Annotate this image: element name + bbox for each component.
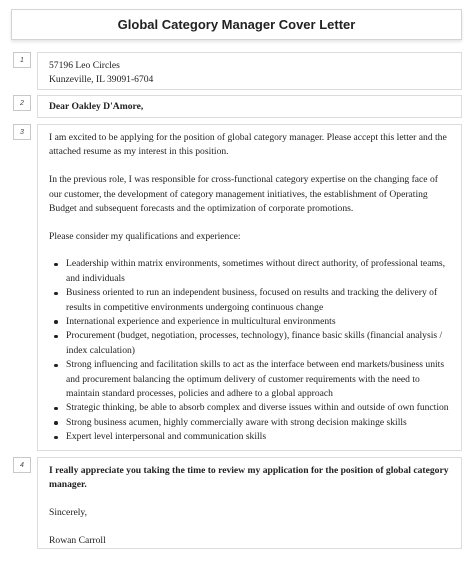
list-item: Leadership within matrix environments, sometimes without direct authority, of professional teams, and individuals <box>49 257 453 286</box>
list-item: Strong influencing and facilitation skills to act as the interface between end markets/business units and procurement balancing the optimum delivery of customer requirements with the need to maintain standard processes, policies and adhere to a global approach <box>49 358 453 401</box>
section-body <box>11 124 462 451</box>
sign-off: Sincerely, <box>49 507 88 519</box>
list-item: Strong business acumen, highly commercially aware with strong decision makinge skills <box>49 416 453 430</box>
qualifications-intro: Please consider my qualifications and experience: <box>49 230 241 242</box>
salutation: Dear Oakley D'Amore, <box>49 101 144 112</box>
list-item: Business oriented to run an independent business, focused on results and tracking the delivery of results in competitive environments undergoing continuous change <box>49 286 453 315</box>
list-item: International experience and experience in multicultural environments <box>49 315 453 329</box>
list-item: Procurement (budget, negotiation, processes, technology), finance basic skills (financial analysis / index calculation) <box>49 329 453 358</box>
address-line-1: 57196 Leo Circles <box>49 60 120 71</box>
previous-role-paragraph: In the previous role, I was responsible for cross-functional category expertise on the changing face of our customer, the development of category management initiatives, the establishment of Operating Budget and subsequent forecasts and the optimization of corporate promotions. <box>49 174 438 214</box>
section-address <box>11 52 462 90</box>
page-title: Global Category Manager Cover Letter <box>117 17 356 32</box>
section-panel[interactable] <box>37 95 462 118</box>
section-closing <box>11 457 462 549</box>
document-title-bar <box>11 9 462 40</box>
qualifications-list <box>49 257 453 444</box>
section-salutation <box>11 95 462 118</box>
list-item: Expert level interpersonal and communication skills <box>49 430 453 444</box>
address-line-2: Kunzeville, IL 39091-6704 <box>49 74 154 86</box>
section-number: 3 <box>13 124 31 140</box>
section-panel[interactable] <box>37 124 462 451</box>
section-number: 2 <box>13 95 31 111</box>
section-number: 4 <box>13 457 31 473</box>
section-number: 1 <box>13 52 31 68</box>
list-item: Strategic thinking, be able to absorb complex and diverse issues within and outside of own function <box>49 401 453 415</box>
section-panel[interactable] <box>37 457 462 549</box>
section-panel[interactable] <box>37 52 462 90</box>
closing-statement: I really appreciate you taking the time to review my application for the position of global category manager. <box>49 465 449 491</box>
signature: Rowan Carroll <box>49 534 106 546</box>
intro-paragraph: I am excited to be applying for the position of global category manager. Please accept this letter and the attached resume as my interest in this position. <box>49 132 447 158</box>
